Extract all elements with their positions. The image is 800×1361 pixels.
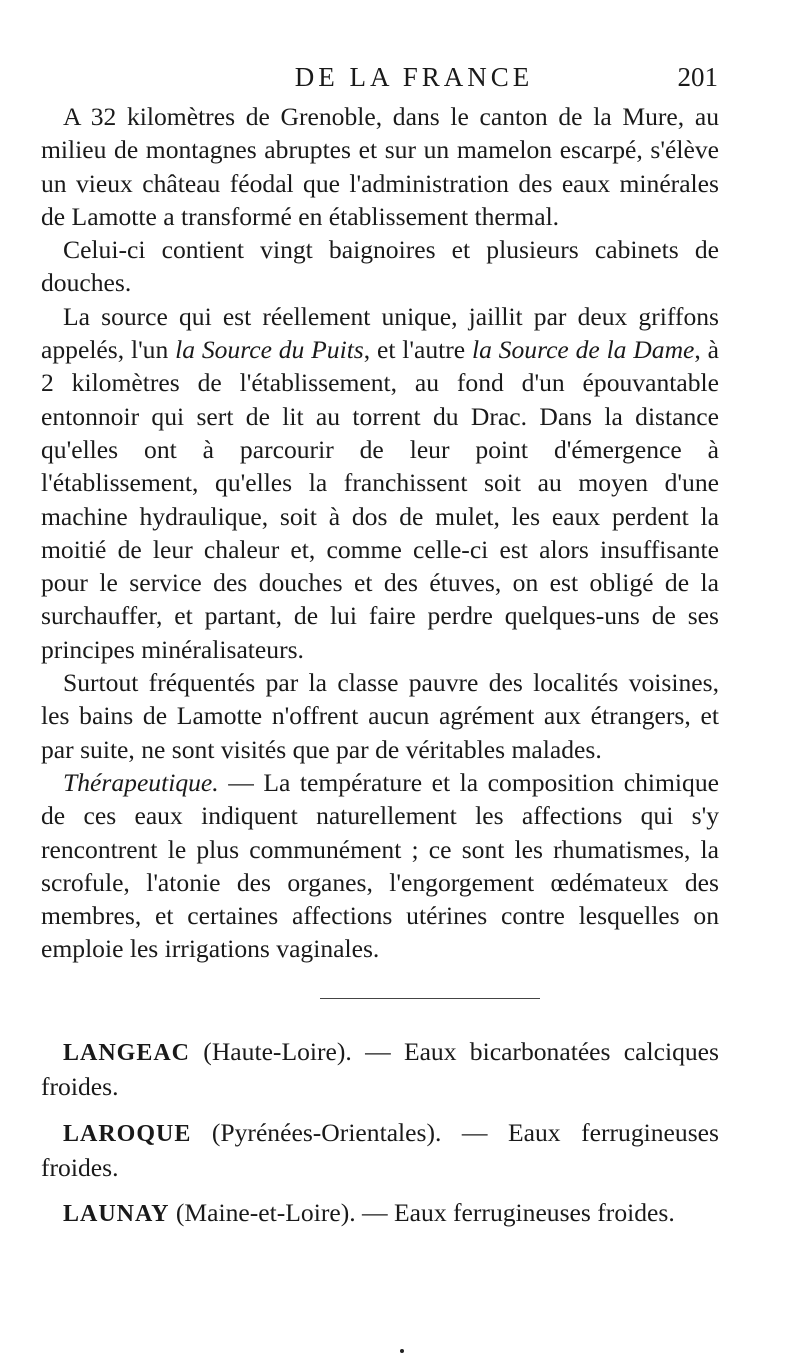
entry <box>41 1116 719 1185</box>
paragraph: A 32 kilomètres de Grenoble, dans le canton de la Mure, au milieu de montagnes abruptes et sur un mamelon escarpé, s'élève un vieux château féodal que l'administration des eaux minérales de Lamotte a transformé en établissement thermal. <box>41 102 719 231</box>
main-text <box>41 100 719 966</box>
paragraph <box>41 300 719 666</box>
paragraph <box>41 766 719 966</box>
paragraph: Surtout fréquentés par la classe pauvre des localités voisines, les bains de Lamotte n'offrent aucun agrément aux étrangers, et par suite, ne sont visités que par de véritables malades. <box>41 668 719 764</box>
running-head: DE LA FRANCE <box>294 62 534 92</box>
text-run: , et l'autre <box>363 335 472 365</box>
entry-text: (Pyrénées-Orientales). — Eaux ferrugineuses froides. <box>41 1117 719 1182</box>
page-number: 201 <box>677 62 718 92</box>
entry <box>41 1196 719 1231</box>
entry-text: (Maine-et-Loire). — Eaux ferrugineuses froides. <box>169 1198 675 1228</box>
text-run: — La température et la composition chimique de ces eaux indiquent naturellement les affections qui s'y rencontrent le plus communément ; ce sont les rhumatismes, la scrofule, l'atonie des organes, l'engorgement œdémateux des membres, et certaines affections utérines contre lesquelles on emploie les irrigations vaginales. <box>41 767 719 964</box>
page-header <box>110 62 718 92</box>
entries-list <box>41 1035 719 1243</box>
ink-mark <box>400 1349 404 1353</box>
section-divider <box>320 998 540 999</box>
text-run: , à 2 kilomètres de l'établissement, au fond d'un épouvantable entonnoir qui sert de lit au torrent du Drac. Dans la distance qu'elles ont à parcourir de leur point d'émergence à l'établissement, qu'elles la franchissent soit au moyen d'une machine hydraulique, soit à dos de mulet, les eaux perdent la moitié de leur chaleur et, comme celle-ci est alors insuffisante pour le service des douches et des étuves, on est obligé de la surchauffer, et partant, de lui faire perdre quelques-uns de ses principes minéralisateurs. <box>41 335 719 664</box>
text-run: La source qui est réellement unique, jaillit par deux griffons appelés, l'un <box>41 301 719 365</box>
entry <box>41 1035 719 1104</box>
entry-name: LANGEAC <box>63 1040 191 1066</box>
source-name-italic: la Source de la Dame <box>471 335 695 365</box>
entry-name: LAUNAY <box>63 1201 170 1228</box>
paragraph: Celui-ci contient vingt baignoires et plusieurs cabinets de douches. <box>41 235 719 298</box>
source-name-italic: la Source du Puits <box>175 335 364 365</box>
entry-text: (Haute-Loire). — Eaux bicarbonatées calciques froides. <box>41 1037 719 1102</box>
section-label: Thérapeutique. <box>63 767 219 797</box>
entry-name: LAROQUE <box>63 1120 192 1147</box>
